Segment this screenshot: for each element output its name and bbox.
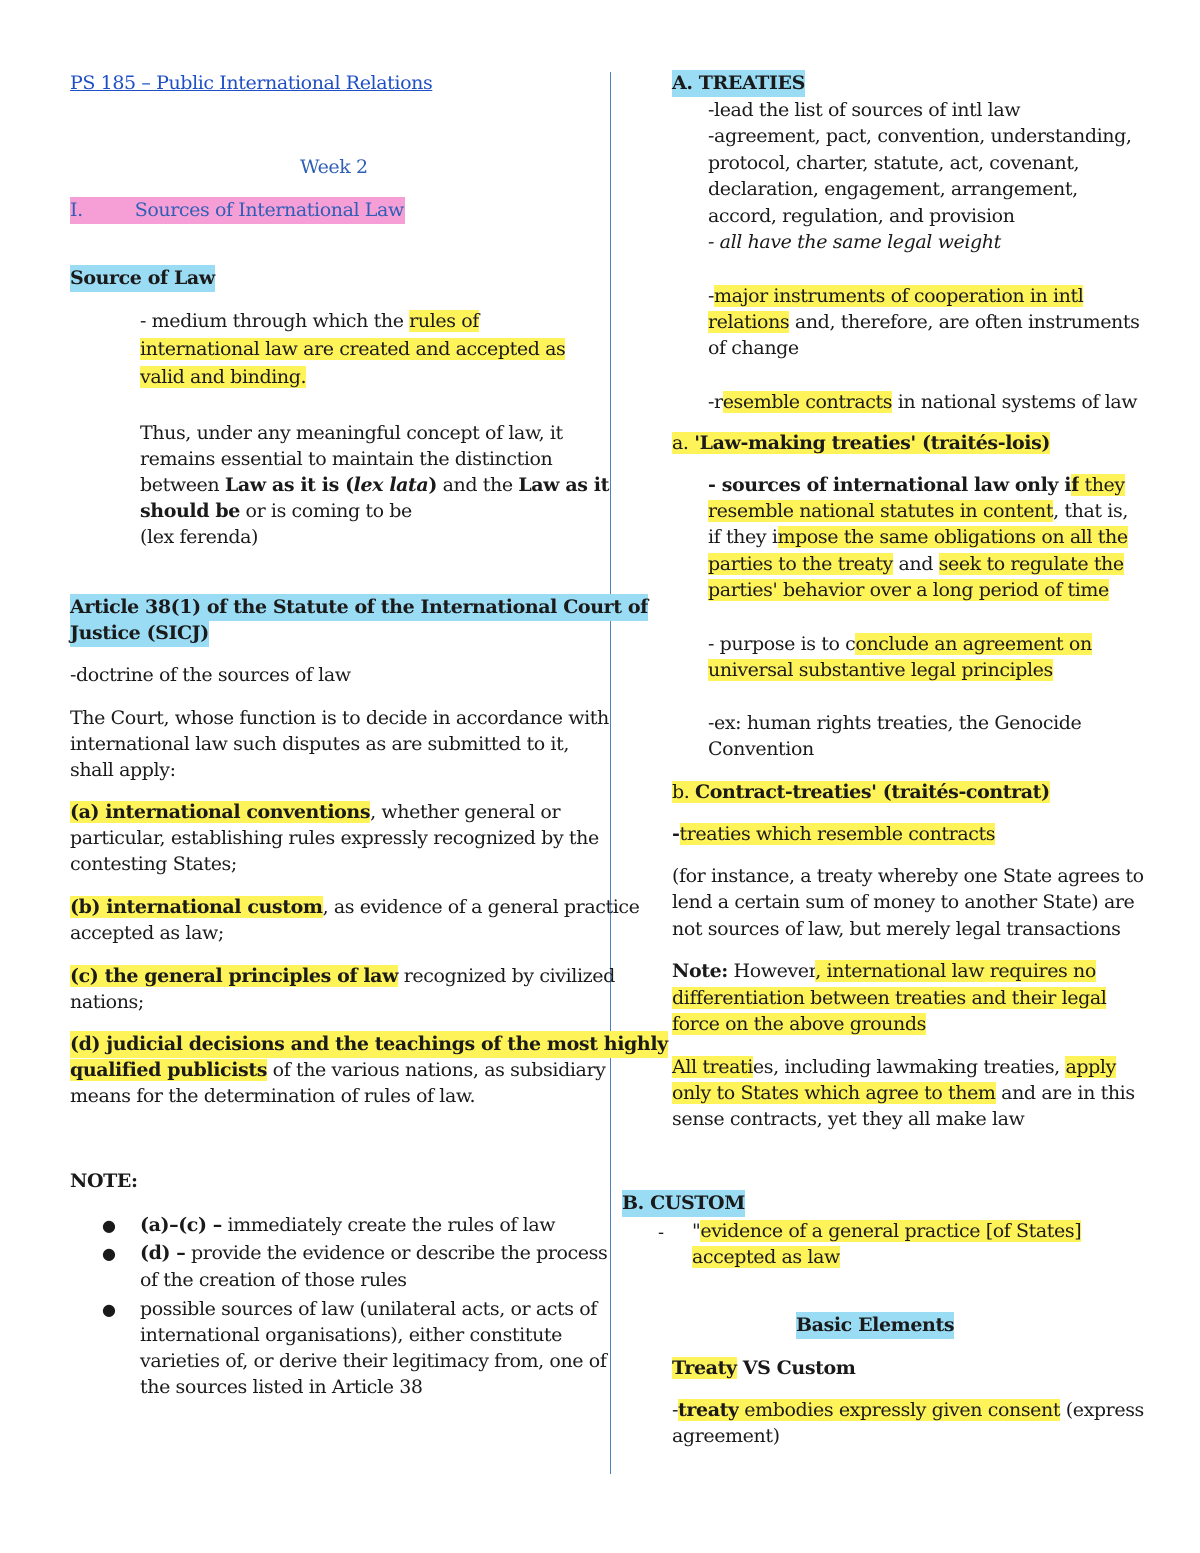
text: , that is, [1053, 500, 1128, 522]
highlight: universal substantive legal principles [708, 659, 1053, 681]
law-making-sources-5 [708, 577, 1109, 604]
text: Law as it is ( [224, 474, 354, 496]
note-heading: NOTE: [70, 1170, 138, 1192]
text: if they i [708, 526, 778, 548]
text: VS Custom [736, 1357, 856, 1379]
item-c-line-2: nations; [70, 991, 144, 1013]
text: (express [1060, 1399, 1144, 1421]
text: provide the evidence or describe the process [185, 1242, 608, 1264]
course-title[interactable]: PS 185 – Public International Relations [70, 72, 433, 94]
treaty-vs-custom-heading [672, 1355, 855, 1382]
thus-line-1: Thus, under any meaningful concept of law, it [140, 422, 563, 444]
column-divider [610, 72, 611, 1474]
contract-note-1 [672, 958, 1096, 985]
highlight: qualified publicists [70, 1059, 268, 1081]
treaties-major-1 [708, 283, 1083, 310]
court-line-2: international law such disputes as are submitted to it, [70, 733, 569, 755]
highlight: 'Law-making treaties' (traités-lois) [694, 432, 1051, 454]
treaties-line-6: - all have the same legal weight [708, 231, 1001, 253]
highlight: parties' behavior over a long period of time [708, 579, 1109, 601]
bullet-icon: ● [102, 1216, 116, 1235]
custom-quote-1 [692, 1218, 1081, 1245]
article38-heading-1: Article 38(1) of the Statute of the International Court of [70, 594, 648, 621]
treaties-line-1: -lead the list of sources of intl law [708, 99, 1021, 121]
highlight: parties to the treaty [708, 553, 893, 575]
highlight: (c) the general principles of law [70, 965, 399, 987]
highlight: treaty [678, 1399, 739, 1421]
text: lex lata [353, 474, 429, 496]
treaties-line-5: accord, regulation, and provision [708, 205, 1015, 227]
thus-line-5: (lex ferenda) [140, 526, 259, 548]
item-a-line-3: contesting States; [70, 853, 237, 875]
contract-note-2 [672, 985, 1106, 1012]
highlight: they [1078, 474, 1125, 496]
note-bullet-3-cont: varieties of, or derive their legitimacy from, one of [140, 1350, 607, 1372]
text: and, therefore, are often instruments [789, 311, 1140, 333]
highlight: differentiation between treaties and their legal [672, 987, 1107, 1009]
text: - sources of international law only i [708, 474, 1072, 496]
text: recognized by civilized [398, 965, 615, 987]
treaties-line-4: declaration, engagement, arrangement, [708, 178, 1078, 200]
item-a-line-2: particular, establishing rules expressly recognized by the [70, 827, 599, 849]
law-making-heading [672, 430, 1050, 457]
treaties-major-3: of change [708, 337, 799, 359]
text: (a)–(c) – [140, 1214, 222, 1236]
source-def-line-2 [140, 336, 565, 363]
highlight: Treaty [672, 1357, 737, 1379]
highlight: a. [672, 432, 695, 454]
highlight: (a) international conventions [70, 801, 371, 823]
note-bullet-3: possible sources of law (unilateral acts, or acts of [140, 1298, 597, 1320]
item-c-line-1 [70, 963, 615, 990]
highlight: b. [672, 781, 696, 803]
text: , as evidence of a general practice [322, 896, 640, 918]
item-d-line-2 [70, 1057, 605, 1084]
text: - [672, 823, 680, 845]
item-d-line-3: means for the determination of rules of law. [70, 1085, 476, 1107]
treaties-line-3: protocol, charter, statute, act, covenant, [708, 152, 1080, 174]
week-heading: Week 2 [300, 156, 368, 178]
highlight: apply [1065, 1056, 1116, 1078]
basic-elements-heading: Basic Elements [796, 1312, 954, 1339]
text: -r [708, 391, 723, 413]
highlight: All treati [672, 1056, 753, 1078]
contract-heading [672, 779, 1050, 806]
highlight: onclude an agreement on [855, 633, 1092, 655]
article38-doctrine: -doctrine of the sources of law [70, 664, 351, 686]
law-making-sources-2 [708, 498, 1128, 525]
highlight: evidence of a general practice [of States] [700, 1220, 1082, 1242]
highlight: treaties which resemble contracts [679, 823, 996, 845]
contract-all-2 [672, 1080, 1135, 1107]
text: - [708, 285, 715, 307]
thus-line-2: remains essential to maintain the distinction [140, 448, 553, 470]
law-making-example-1: -ex: human rights treaties, the Genocide [708, 712, 1082, 734]
text: Law as it [518, 474, 609, 496]
item-d-line-1: (d) judicial decisions and the teachings of the most highly [70, 1031, 668, 1058]
contract-all-3: sense contracts, yet they all make law [672, 1108, 1025, 1130]
section-title: Sources of International Law [134, 199, 404, 221]
treaties-heading: A. TREATIES [672, 70, 805, 97]
text: of the various nations, as subsidiary [267, 1059, 606, 1081]
contract-note-3 [672, 1011, 926, 1038]
highlight: resemble national statutes in content [708, 500, 1054, 522]
text: , whether general or [370, 801, 561, 823]
treaties-major-2 [708, 309, 1139, 336]
text: " [692, 1220, 701, 1242]
law-making-purpose-1 [708, 631, 1092, 658]
treaty-consent-2: agreement) [672, 1425, 780, 1447]
note-bullet-3-cont: the sources listed in Article 38 [140, 1376, 423, 1398]
text: or is coming to be [239, 500, 412, 522]
text: - purpose is to c [708, 633, 856, 655]
law-making-sources-1 [708, 472, 1125, 499]
highlight: rules of [409, 310, 479, 332]
court-line-1: The Court, whose function is to decide in accordance with [70, 707, 609, 729]
note-bullet-3-cont: international organisations), either constitute [140, 1324, 562, 1346]
note-bullet-2-cont: of the creation of those rules [140, 1269, 407, 1291]
source-of-law-heading: Source of Law [70, 265, 215, 292]
highlight: major instruments of cooperation in intl [714, 285, 1084, 307]
text: ) [428, 474, 437, 496]
highlight: valid and binding. [140, 366, 307, 388]
item-b-line-1 [70, 894, 640, 921]
highlight: , international law requires no [815, 960, 1096, 982]
text: between [140, 474, 225, 496]
treaties-line-2: -agreement, pact, convention, understanding, [708, 125, 1132, 147]
item-b-line-2: accepted as law; [70, 922, 224, 944]
highlight: seek to regulate the [938, 553, 1124, 575]
custom-heading: B. CUSTOM [622, 1190, 745, 1217]
treaty-consent-1 [672, 1397, 1144, 1424]
contract-all-1 [672, 1054, 1116, 1081]
text: and the [436, 474, 519, 496]
custom-quote-2 [692, 1244, 840, 1271]
bullet-icon: ● [102, 1244, 116, 1263]
contract-line-1 [672, 821, 995, 848]
note-bullet-1 [140, 1212, 555, 1239]
source-def-line-3 [140, 364, 306, 391]
note-bullet-2 [140, 1240, 607, 1267]
section-i-heading [70, 197, 405, 224]
treaties-resemble [708, 389, 1137, 416]
contract-for-3: not sources of law, but merely legal transactions [672, 918, 1121, 940]
highlight: Contract-treaties' (traités-contrat) [695, 781, 1050, 803]
thus-line-3 [140, 472, 609, 499]
highlight: f [1071, 474, 1079, 496]
highlight: force on the above grounds [672, 1013, 926, 1035]
highlight: international law are created and accepted as [140, 338, 566, 360]
highlight: mpose the same obligations on all the [777, 526, 1128, 548]
court-line-3: shall apply: [70, 759, 176, 781]
law-making-example-2: Convention [708, 738, 814, 760]
text: and [892, 553, 939, 575]
text: in national systems of law [892, 391, 1138, 413]
text: immediately create the rules of law [221, 1214, 556, 1236]
section-numeral: I. [70, 199, 83, 221]
highlight: esemble contracts [722, 391, 893, 413]
dash-icon: - [658, 1222, 665, 1243]
highlight: (b) international custom [70, 896, 323, 918]
law-making-sources-3 [708, 524, 1128, 551]
highlight: accepted as law [692, 1246, 840, 1268]
highlight: only to States which agree to them [672, 1082, 996, 1104]
article38-heading-2: Justice (SICJ) [70, 620, 209, 647]
text: es, including lawmaking treaties, [752, 1056, 1066, 1078]
item-a-line-1 [70, 799, 560, 826]
source-def-line-1 [140, 308, 479, 335]
highlight: relations [708, 311, 790, 333]
thus-line-4 [140, 498, 412, 525]
contract-for-1: (for instance, a treaty whereby one State agrees to [672, 865, 1144, 887]
law-making-sources-4 [708, 551, 1124, 578]
law-making-purpose-2 [708, 657, 1053, 684]
text: should be [140, 500, 240, 522]
text: (d) – [140, 1242, 186, 1264]
text: Note: [672, 960, 728, 982]
text: - medium through which the [140, 310, 410, 332]
contract-for-2: lend a certain sum of money to another State) are [672, 891, 1135, 913]
bullet-icon: ● [102, 1300, 116, 1319]
text: and are in this [995, 1082, 1135, 1104]
text: However [727, 960, 816, 982]
highlight: embodies expressly given consent [738, 1399, 1061, 1421]
text: - [672, 1399, 679, 1421]
